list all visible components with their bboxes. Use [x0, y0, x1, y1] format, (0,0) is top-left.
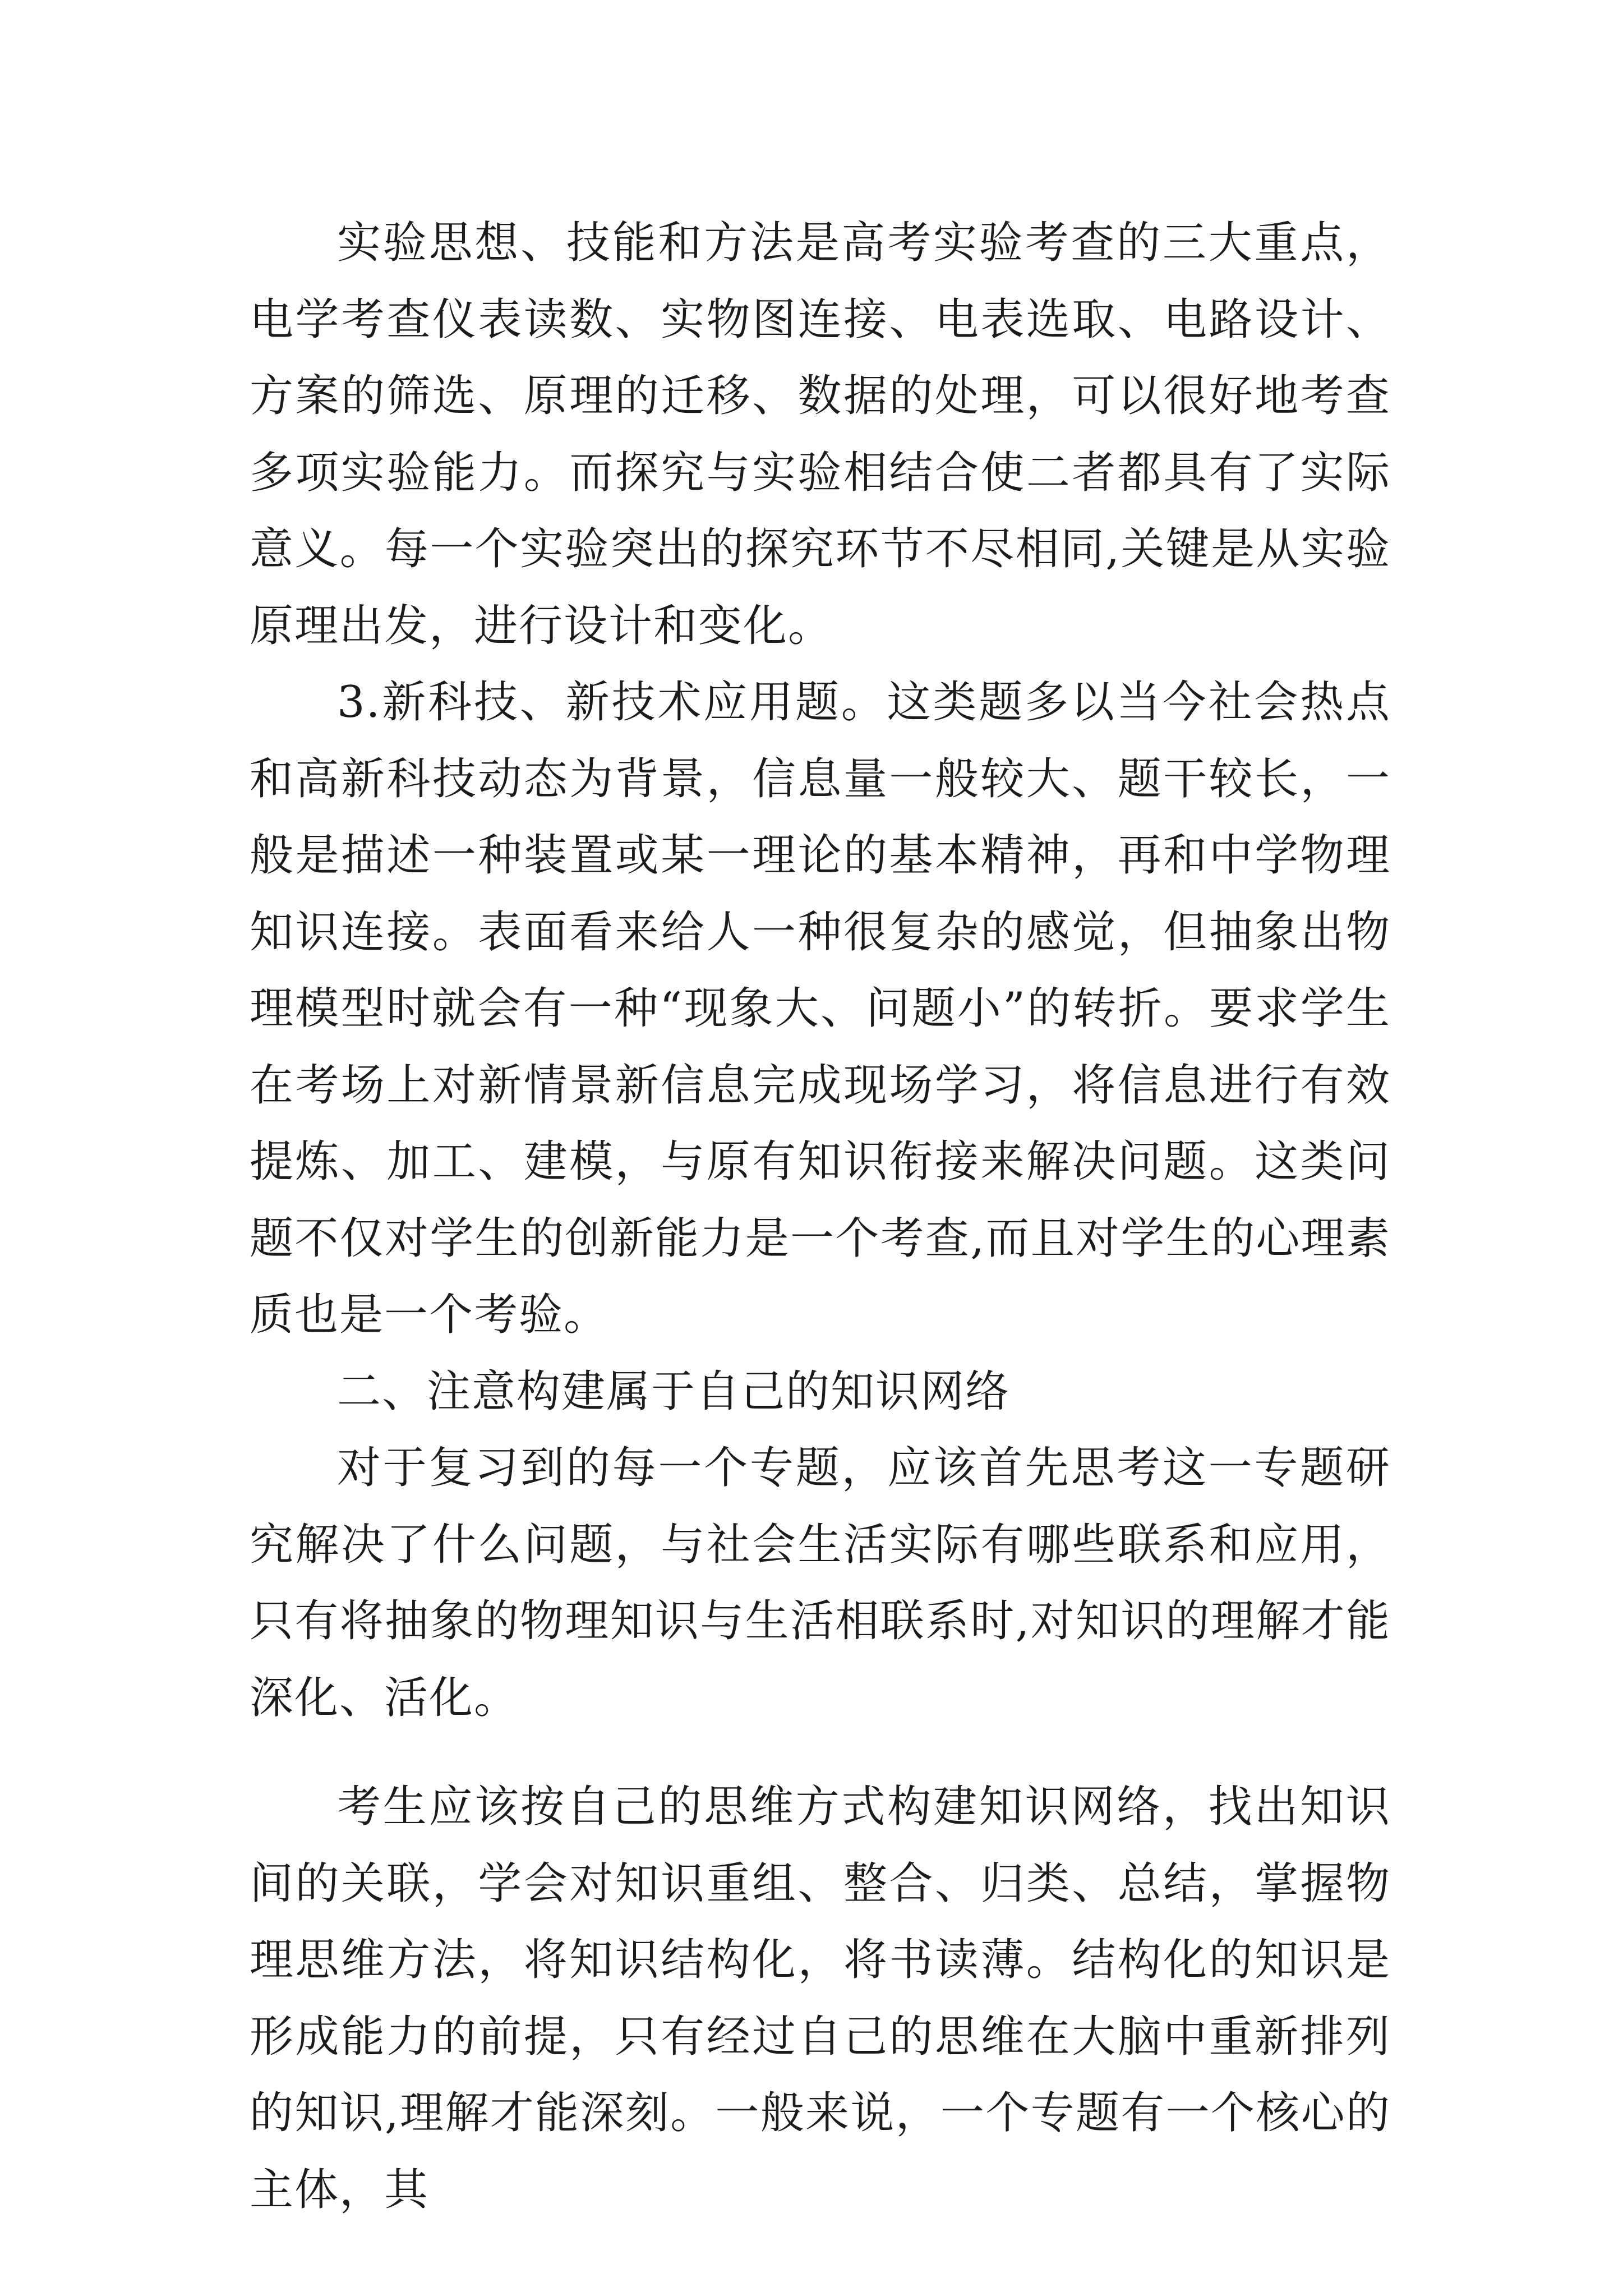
paragraph-build-network: 考生应该按自己的思维方式构建知识网络，找出知识间的关联，学会对知识重组、整合、归类、总结，掌握物理思维方法，将知识结构化，将书读薄。结构化的知识是形成能力的前提，只有经过自己的思维在大脑中重新排列的知识,理解才能深刻。一般来说，一个专题有一个核心的主体，其: [250, 1782, 1391, 2215]
section-heading-knowledge-network: 二、注意构建属于自己的知识网络: [337, 1366, 1011, 1417]
document-body: [250, 205, 1391, 2228]
paragraph-experiment-skills: 实验思想、技能和方法是高考实验考查的三大重点，电学考查仪表读数、实物图连接、电表选取、电路设计、方案的筛选、原理的迁移、数据的处理，可以很好地考查多项实验能力。而探究与实验相结合使二者都具有了实际意义。每一个实验突出的探究环节不尽相同,关键是从实验原理出发，进行设计和变化。: [250, 218, 1391, 651]
paragraph-topic-review: 对于复习到的每一个专题，应该首先思考这一专题研究解决了什么问题，与社会生活实际有哪些联系和应用，只有将抽象的物理知识与生活相联系时,对知识的理解才能深化、活化。: [250, 1443, 1391, 1723]
paragraph-new-technology-questions: 3.新科技、新技术应用题。这类题多以当今社会热点和高新科技动态为背景，信息量一般较大、题干较长，一般是描述一种装置或某一理论的基本精神，再和中学物理知识连接。表面看来给人一种很复杂的感觉，但抽象出物理模型时就会有一种“现象大、问题小”的转折。要求学生在考场上对新情景新信息完成现场学习，将信息进行有效提炼、加工、建模，与原有知识衔接来解决问题。这类问题不仅对学生的创新能力是一个考查,而且对学生的心理素质也是一个考验。: [250, 677, 1391, 1340]
